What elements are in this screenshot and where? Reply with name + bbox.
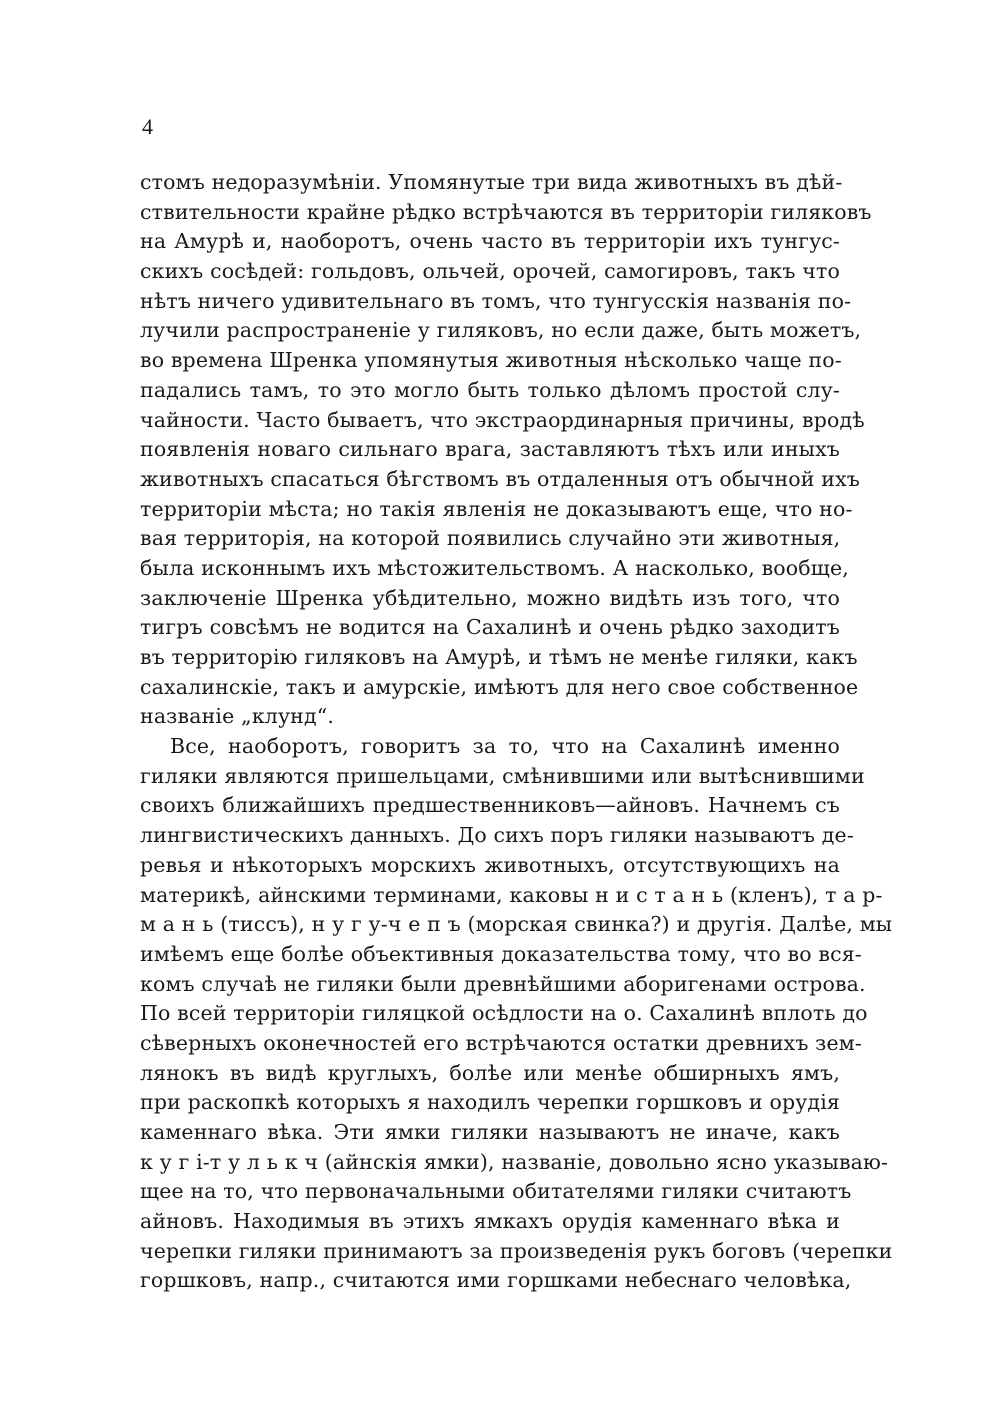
page-number: 4: [142, 114, 153, 139]
text-line: животныхъ спасаться бѣгствомъ въ отдаленныя отъ обычной ихъ: [140, 466, 860, 491]
text-line: чайности. Часто бываетъ, что экстраординарныя причины, вродѣ: [140, 407, 865, 432]
text-line: лучили распространеніе у гиляковъ, но если даже, быть можетъ,: [140, 318, 862, 343]
text-line: при раскопкѣ которыхъ я находилъ черепки горшковъ и орудія: [140, 1090, 840, 1115]
text-line: к у г і-т у л ь к ч (айнскія ямки), названіе, довольно ясно указываю-: [140, 1149, 889, 1174]
text-line: Все, наоборотъ, говоритъ за то, что на Сахалинѣ именно: [170, 734, 840, 759]
text-line: сѣверныхъ оконечностей его встрѣчаются остатки древнихъ зем-: [140, 1030, 862, 1055]
text-line: м а н ь (тиссъ), н у г у-ч е п ъ (морская свинка?) и другія. Далѣе, мы: [140, 912, 893, 937]
text-line: территоріи мѣста; но такія явленія не доказываютъ еще, что но-: [140, 496, 853, 521]
text-line: гиляки являются пришельцами, смѣнившими или вытѣснившими: [140, 763, 865, 788]
text-line: скихъ сосѣдей: гольдовъ, ольчей, орочей, самогировъ, такъ что: [140, 259, 840, 284]
text-line: имѣемъ еще болѣе объективныя доказательства тому, что во вся-: [140, 941, 862, 966]
text-line: ревья и нѣкоторыхъ морскихъ животныхъ, отсутствующихъ на: [140, 852, 840, 877]
text-line: во времена Шренка упомянутыя животныя нѣсколько чаще по-: [140, 348, 842, 373]
text-line: ствительности крайне рѣдко встрѣчаются въ территоріи гиляковъ: [140, 199, 872, 224]
text-line: своихъ ближайшихъ предшественниковъ—айновъ. Начнемъ съ: [140, 793, 840, 818]
text-line: По всей территоріи гиляцкой осѣдлости на о. Сахалинѣ вплоть до: [140, 1001, 868, 1026]
text-line: падались тамъ, то это могло быть только дѣломъ простой слу-: [140, 377, 840, 402]
text-line: въ территорію гиляковъ на Амурѣ, и тѣмъ не менѣе гиляки, какъ: [140, 645, 858, 669]
text-line: нѣтъ ничего удивительнаго въ томъ, что тунгусскія названія по-: [140, 288, 852, 313]
text-line: материкѣ, айнскими терминами, каковы н и с т а н ь (кленъ), т а р-: [140, 882, 883, 907]
text-line: вая территорія, на которой появились случайно эти животныя,: [140, 526, 841, 551]
text-line: стомъ недоразумѣніи. Упомянутые три вида животныхъ въ дѣй-: [140, 170, 843, 194]
text-line: лянокъ въ видѣ круглыхъ, болѣе или менѣе обширныхъ ямъ,: [140, 1060, 840, 1085]
text-line: названіе „клунд“.: [140, 704, 335, 729]
text-line: щее на то, что первоначальными обитателями гиляки считаютъ: [140, 1179, 852, 1204]
text-line: лингвистическихъ данныхъ. До сихъ поръ гиляки называютъ де-: [140, 823, 854, 848]
text-line: тигръ совсѣмъ не водится на Сахалинѣ и очень рѣдко заходитъ: [140, 615, 840, 640]
text-line: каменнаго вѣка. Эти ямки гиляки называютъ не иначе, какъ: [140, 1120, 840, 1144]
text-line: была исконнымъ ихъ мѣстожительствомъ. А насколько, вообще,: [140, 555, 849, 580]
document-body: [140, 168, 893, 1296]
text-line: появленія новаго сильнаго врага, заставляютъ тѣхъ или иныхъ: [140, 437, 840, 462]
text-line: черепки гиляки принимаютъ за произведенія рукъ боговъ (черепки: [140, 1238, 893, 1263]
text-line: заключеніе Шренка убѣдительно, можно видѣть изъ того, что: [140, 585, 840, 610]
text-line: горшковъ, напр., считаются ими горшками небеснаго человѣка,: [140, 1268, 852, 1293]
text-line: комъ случаѣ не гиляки были древнѣйшими аборигенами острова.: [140, 971, 866, 996]
text-line: айновъ. Находимыя въ этихъ ямкахъ орудія каменнаго вѣка и: [140, 1209, 840, 1234]
text-line: сахалинскіе, такъ и амурскіе, имѣютъ для него свое собственное: [140, 674, 859, 699]
text-line: на Амурѣ и, наоборотъ, очень часто въ территоріи ихъ тунгус-: [140, 229, 840, 254]
